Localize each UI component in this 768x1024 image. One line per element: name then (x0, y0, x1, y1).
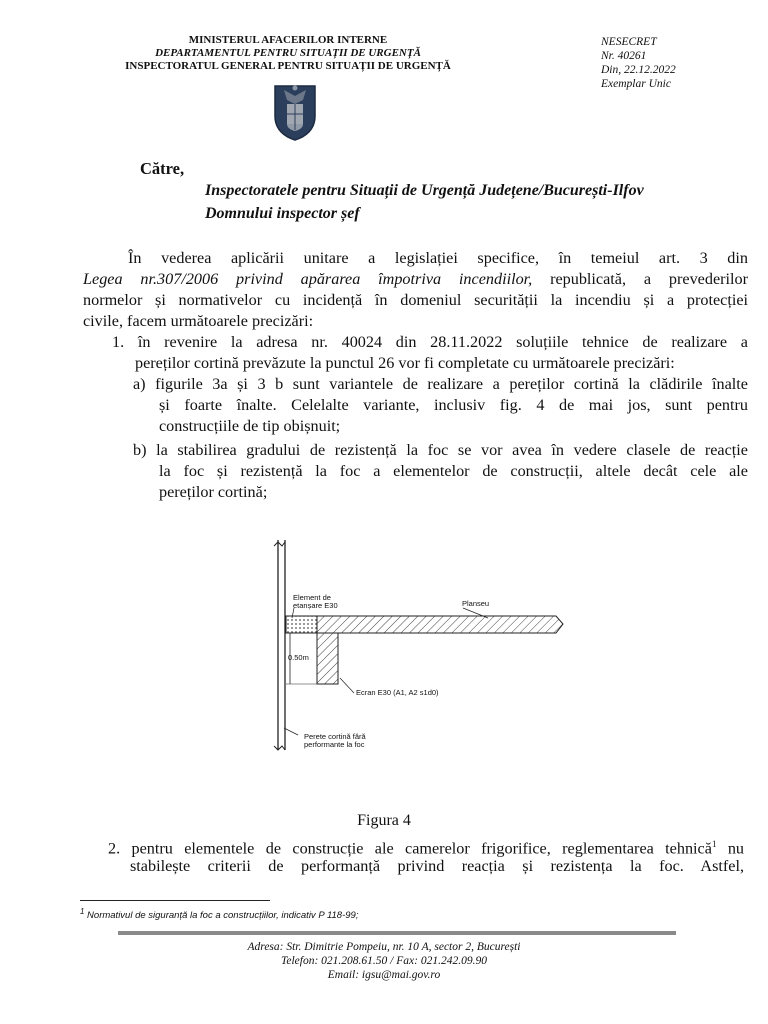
header-ministry: MINISTERUL AFACERILOR INTERNE (188, 34, 388, 46)
figure-label-element: Element de etanșare E30 (293, 593, 338, 610)
header-department: DEPARTAMENTUL PENTRU SITUAȚII DE URGENȚĂ (155, 47, 421, 59)
figure-label-screen: Ecran E30 (A1, A2 s1d0) (356, 688, 439, 697)
footer-address: Adresa: Str. Dimitrie Pompeiu, nr. 10 A, sector 2, București (247, 941, 521, 953)
addressee-line2: Domnului inspector șef (205, 205, 360, 222)
intro-line4: civile, facem următoarele precizări: (83, 312, 314, 330)
romanian-coat-of-arms-icon (272, 82, 318, 142)
item2-line2: stabilește criterii de performanță privind reacția și rezistența la foc. Astfel, (130, 857, 744, 875)
figure-caption: Figura 4 (357, 812, 411, 829)
item1b-line3: pereților cortină; (159, 483, 268, 501)
addressee-line1: Inspectoratele pentru Situații de Urgență Județene/București-Ilfov (205, 182, 644, 199)
item1-line2: pereților cortină prevăzute la punctul 26 vor fi completate cu următoarele precizări: (135, 354, 675, 372)
intro-line1: În vederea aplicării unitare a legislației specifice, în temeiul art. 3 din (128, 249, 748, 267)
salutation: Către, (140, 159, 185, 178)
figure-label-wall: Perete cortină fără performante la foc (304, 732, 366, 749)
item1a-line2: și foarte înalte. Celelalte variante, inclusiv fig. 4 de mai jos, sunt pentru (159, 396, 748, 414)
intro-line2: Legea nr.307/2006 privind apărarea împotriva incendiilor, republicată, a prevederilor (83, 270, 748, 288)
intro-line3: normelor și normativelor cu incidență în domeniul securității la incendiu și a protecției (83, 291, 748, 309)
item1b-line1: b) la stabilirea gradului de rezistență la foc se vor avea în vedere clasele de reacție (133, 441, 748, 459)
item1b-line2: la foc și rezistență la foc a elementelor de construcții, altele decât cele ale (159, 462, 748, 480)
classification-status: NESECRET (601, 36, 657, 48)
document-number: Nr. 40261 (601, 50, 647, 62)
item1-line1: 1. în revenire la adresa nr. 40024 din 28.11.2022 soluțiile tehnice de realizare a (112, 333, 748, 351)
figure-label-height: 0.50m (288, 653, 309, 662)
document-date: Din, 22.12.2022 (601, 64, 676, 76)
footnote-divider (80, 900, 270, 901)
figure-label-plansheu: Planseu (462, 599, 490, 608)
footnote: $^1$ Normativul de siguranță la foc a construcțiilor, indicativ P 118-99; (80, 907, 359, 922)
footer-email: Email: igsu@mai.gov.ro (327, 969, 441, 981)
footer-phone: Telefon: 021.208.61.50 / Fax: 021.242.09.90 (281, 955, 487, 967)
law-reference: Legea nr.307/2006 privind apărarea împotriva incendiilor, (83, 270, 533, 288)
footer-rule (118, 931, 676, 935)
footnote-marker: 1 (711, 839, 717, 849)
item1a-line3: construcțiile de tip obișnuit; (159, 417, 341, 435)
item1a-line1: a) figurile 3a și 3 b sunt variantele de realizare a pereților cortină la clădirile înalte (133, 375, 748, 393)
item2-line1: 2. pentru elementele de construcție ale camerelor frigorifice, reglementarea tehnică$^1$ nu (108, 839, 745, 858)
exemplar: Exemplar Unic (601, 78, 671, 90)
header-inspectorate: INSPECTORATUL GENERAL PENTRU SITUAȚII DE URGENȚĂ (125, 60, 451, 72)
